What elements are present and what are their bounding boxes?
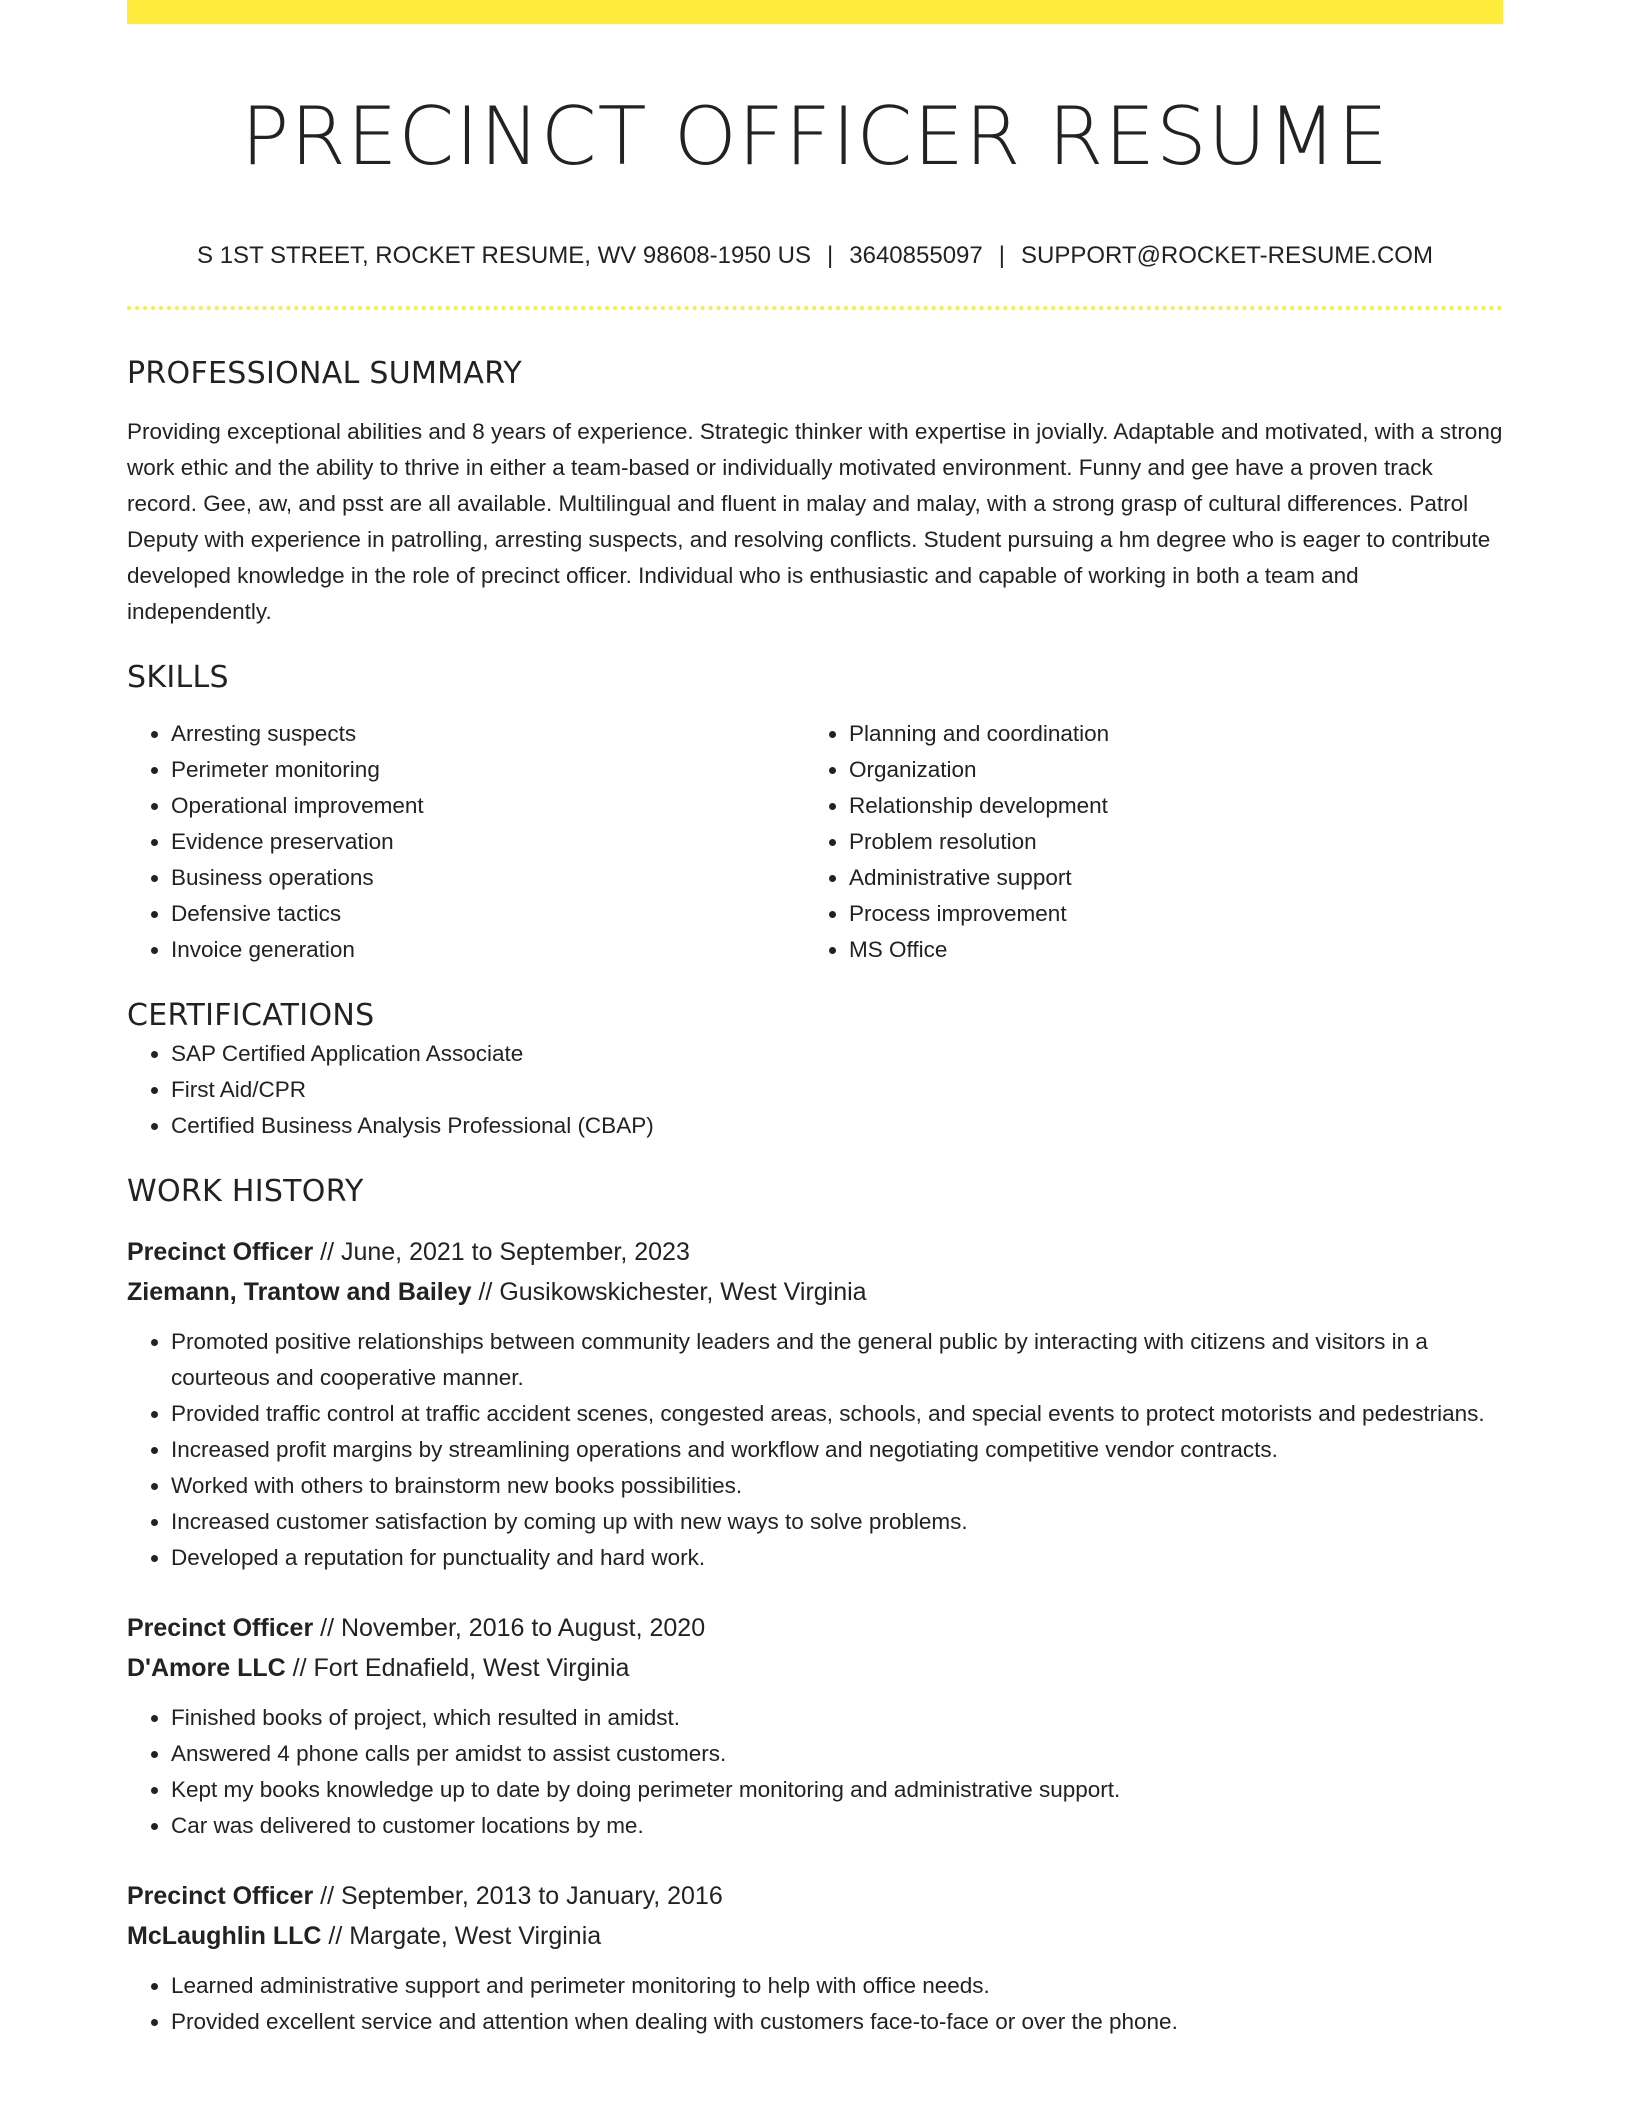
certification-item: • First Aid/CPR <box>171 1072 1503 1108</box>
job-entry <box>127 1876 1503 2040</box>
job-bullet: • Increased profit margins by streamlining operations and workflow and negotiating competitive vendor contracts. <box>171 1432 1503 1468</box>
skill-item: • Evidence preservation <box>171 824 805 860</box>
job-bullet: • Car was delivered to customer locations by me. <box>171 1808 1503 1844</box>
job-bullet: • Learned administrative support and perimeter monitoring to help with office needs. <box>171 1968 1503 2004</box>
contact-email: SUPPORT@ROCKET-RESUME.COM <box>1020 242 1433 269</box>
skill-item: • Administrative support <box>849 860 1483 896</box>
skill-item: • Organization <box>849 752 1483 788</box>
job-bullet: • Developed a reputation for punctuality and hard work. <box>171 1540 1503 1576</box>
contact-separator: | <box>998 242 1005 269</box>
accent-top-bar <box>127 0 1503 24</box>
skill-item: • Arresting suspects <box>171 716 805 752</box>
job-bullet: • Provided traffic control at traffic accident scenes, congested areas, schools, and special events to protect motorists and pedestrians. <box>171 1396 1503 1432</box>
job-company: Ziemann, Trantow and Bailey <box>127 1278 472 1306</box>
job-company-line <box>127 1272 1503 1312</box>
job-title-line <box>127 1232 1503 1272</box>
job-location: // Gusikowskichester, West Virginia <box>471 1278 867 1306</box>
skill-item: • Business operations <box>171 860 805 896</box>
skills-heading: SKILLS <box>127 660 229 695</box>
skill-item: • Planning and coordination <box>849 716 1483 752</box>
job-company-line <box>127 1916 1503 1956</box>
job-location: // Margate, West Virginia <box>321 1922 602 1950</box>
job-entry <box>127 1232 1503 1576</box>
skill-item: • Operational improvement <box>171 788 805 824</box>
work-history-heading: WORK HISTORY <box>127 1174 364 1209</box>
summary-text: Providing exceptional abilities and 8 years of experience. Strategic thinker with expertise in jovially. Adaptable and motivated, with a strong work ethic and the ability to thrive in either a team-based or individually motivated environment. Funny and gee have a proven track record. Gee, aw, and psst are all available. Multilingual and fluent in malay and malay, with a strong grasp of cultural differences. Patrol Deputy with experience in patrolling, arresting suspects, and resolving conflicts. Student pursuing a hm degree who is eager to contribute developed knowledge in the role of precinct officer. Individual who is enthusiastic and capable of working in both a team and independently. <box>127 419 1503 624</box>
job-bullet: • Provided excellent service and attention when dealing with customers face-to-face or over the phone. <box>171 2004 1503 2040</box>
job-company-line <box>127 1648 1503 1688</box>
job-title-line <box>127 1608 1503 1648</box>
job-entry <box>127 1608 1503 1844</box>
skill-item: • Perimeter monitoring <box>171 752 805 788</box>
job-company: McLaughlin LLC <box>127 1922 322 1950</box>
skill-item: • MS Office <box>849 932 1483 968</box>
skill-item: • Invoice generation <box>171 932 805 968</box>
job-bullets <box>127 1968 1503 2040</box>
dotted-divider <box>127 306 1503 310</box>
job-role: Precinct Officer <box>127 1614 314 1642</box>
job-company: D'Amore LLC <box>127 1654 286 1682</box>
job-bullet: • Kept my books knowledge up to date by doing perimeter monitoring and administrative support. <box>171 1772 1503 1808</box>
certifications-heading: CERTIFICATIONS <box>127 998 375 1033</box>
contact-phone: 3640855097 <box>849 242 983 269</box>
certification-item: • Certified Business Analysis Professional (CBAP) <box>171 1108 1503 1144</box>
skills-column-right <box>805 716 1483 968</box>
contact-separator: | <box>827 242 834 269</box>
skill-item: • Process improvement <box>849 896 1483 932</box>
job-bullets <box>127 1700 1503 1844</box>
skill-item: • Relationship development <box>849 788 1483 824</box>
resume-title: PRECINCT OFFICER RESUME <box>241 90 1389 183</box>
job-dates: // June, 2021 to September, 2023 <box>313 1238 690 1266</box>
job-bullet: • Answered 4 phone calls per amidst to assist customers. <box>171 1736 1503 1772</box>
resume-page <box>127 0 1503 2040</box>
job-bullet: • Increased customer satisfaction by coming up with new ways to solve problems. <box>171 1504 1503 1540</box>
contact-address: S 1ST STREET, ROCKET RESUME, WV 98608-1950 US <box>197 242 812 269</box>
job-title-line <box>127 1876 1503 1916</box>
summary-heading: PROFESSIONAL SUMMARY <box>127 356 523 391</box>
skill-item: • Defensive tactics <box>171 896 805 932</box>
certifications-list <box>127 1036 1503 1144</box>
job-dates: // November, 2016 to August, 2020 <box>313 1614 706 1642</box>
job-role: Precinct Officer <box>127 1238 314 1266</box>
job-bullet: • Worked with others to brainstorm new books possibilities. <box>171 1468 1503 1504</box>
job-location: // Fort Ednafield, West Virginia <box>285 1654 630 1682</box>
job-bullets <box>127 1324 1503 1576</box>
contact-line <box>127 238 1503 274</box>
skill-item: • Problem resolution <box>849 824 1483 860</box>
job-bullet: • Promoted positive relationships between community leaders and the general public by interacting with citizens and visitors in a courteous and cooperative manner. <box>171 1324 1503 1396</box>
skills-list <box>127 716 1503 968</box>
certification-item: • SAP Certified Application Associate <box>171 1036 1503 1072</box>
job-role: Precinct Officer <box>127 1882 314 1910</box>
job-bullet: • Finished books of project, which resulted in amidst. <box>171 1700 1503 1736</box>
job-dates: // September, 2013 to January, 2016 <box>313 1882 723 1910</box>
skills-column-left <box>127 716 805 968</box>
